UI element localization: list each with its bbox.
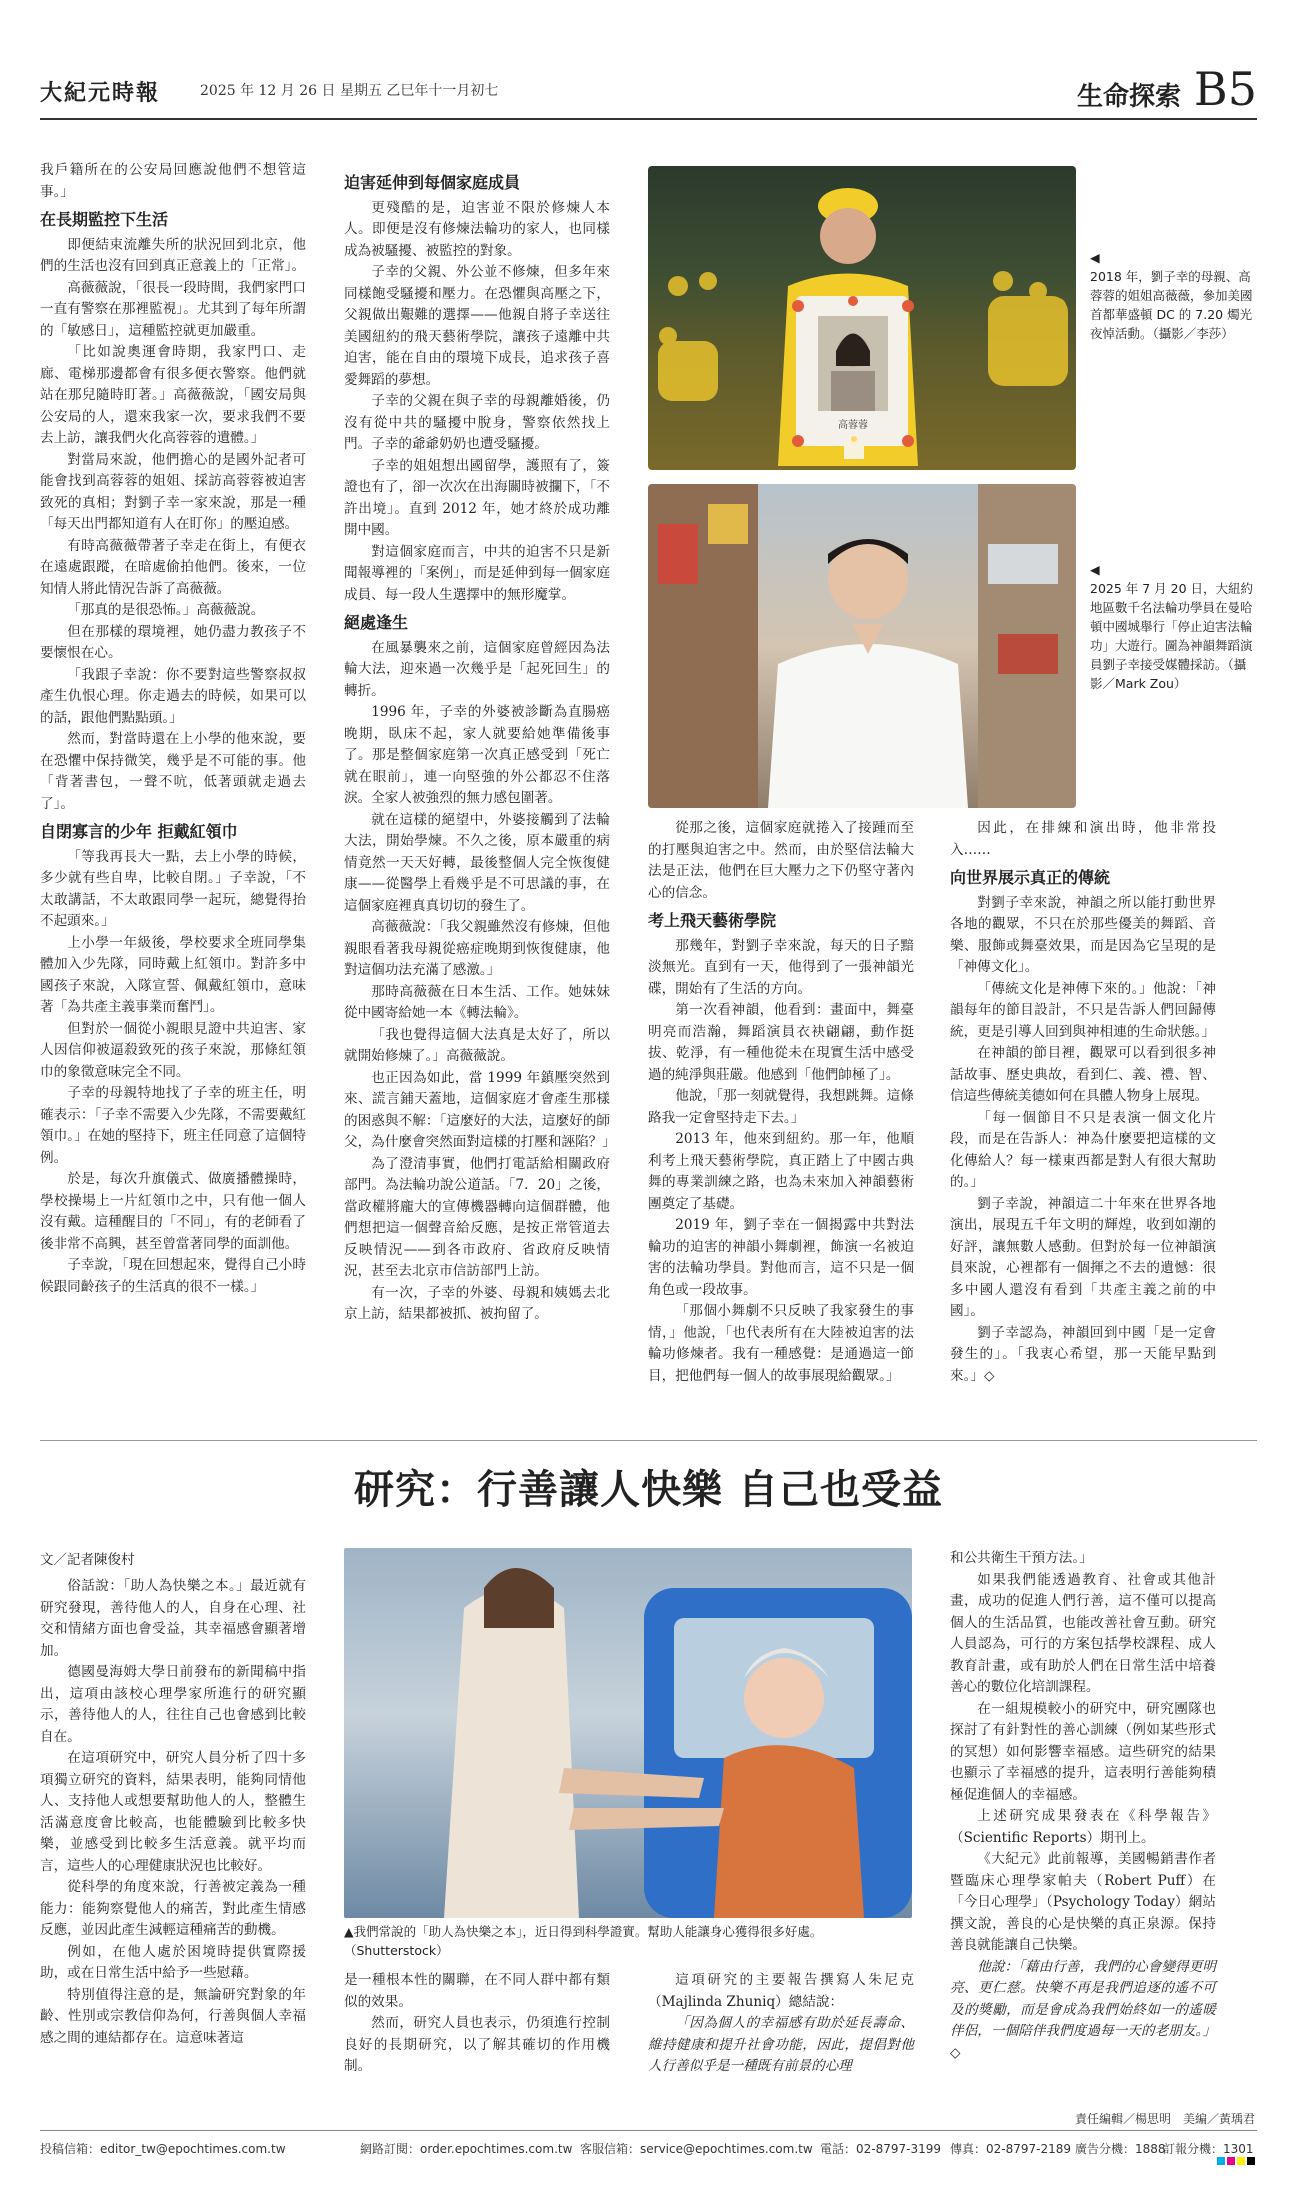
article-column-1 — [40, 160, 306, 1298]
helping-photo — [344, 1548, 912, 1918]
magenta-swatch — [1227, 2157, 1235, 2165]
paragraph: 有時高薇薇帶著子幸走在街上，有便衣在遠處跟蹤，在暗處偷拍他們。後來，一位知情人將此情況告訴了高薇薇。 — [40, 537, 306, 597]
paragraph: 第一次看神韻，他看到：畫面中，舞臺明亮而浩瀚，舞蹈演員衣袂翩翩，動作挺拔、乾淨，有一種他從未在現實生活中感受過的純淨與莊嚴。他感到「他們帥極了」。 — [648, 1002, 914, 1083]
paragraph: 「因為個人的幸福感有助於延長壽命、維持健康和提升社會功能，因此，提倡對他人行善似乎是一種既有前景的心理 — [648, 2015, 914, 2074]
paragraph: 他說：「藉由行善，我們的心會變得更明亮、更仁慈。快樂不再是我們追逐的遙不可及的獎勵，而是會成為我們始終如一的遙暖伴侶，一個陪伴我們度過每一天的老朋友。」◇ — [950, 1958, 1216, 2061]
paragraph: 劉子幸說，神韻這二十年來在世界各地演出，展現五千年文明的輝煌，收到如潮的好評，讓無數人感動。但對於每一位神韻演員來說，心裡都有一個揮之不去的遺憾：很多中國人還沒有看到「共產主義之前的中國」。 — [950, 1195, 1216, 1319]
yellow-swatch — [1237, 2157, 1245, 2165]
article-divider — [40, 1440, 1257, 1441]
paragraph: 2013 年，他來到紐約。那一年，他順利考上飛天藝術學院，真正踏上了中國古典舞的專業訓練之路，也為未來加入神韻藝術團奠定了基礎。 — [648, 1131, 914, 1212]
paragraph: 「傳統文化是神傳下來的。」他說：「神韻每年的節目設計，不只是告訴人們回歸傳統，更是引導人回到與神相連的生命狀態。」 — [950, 980, 1216, 1040]
paragraph: 「等我再長大一點，去上小學的時候，多少就有些自卑，比較自閉。」子幸說，「不太敢講話，不太敢跟同學一起玩，總覺得抬不起頭來。」 — [40, 848, 306, 929]
paragraph: 從那之後，這個家庭就捲入了接踵而至的打壓與迫害之中。然而，由於堅信法輪大法是正法，他們在巨大壓力之下仍堅守著內心的信念。 — [648, 820, 914, 901]
paragraph: 我戶籍所在的公安局回應說他們不想管這事。」 — [40, 162, 306, 200]
portrait-name-label: 高蓉蓉 — [838, 420, 868, 431]
paragraph: 子幸說，「現在回想起來，覺得自己小時候跟同齡孩子的生活真的很不一樣。」 — [40, 1257, 306, 1295]
paragraph: 在神韻的節目裡，觀眾可以看到很多神話故事、歷史典故，看到仁、義、禮、智、信這些傳統美德如何在具體人物身上展現。 — [950, 1045, 1216, 1104]
masthead — [40, 62, 1257, 120]
paragraph: 這項研究的主要報告撰寫人朱尼克（Majlinda Zhuniq）總結說： — [648, 1972, 914, 2010]
article2-column-3 — [648, 1970, 914, 2078]
paragraph: 劉子幸認為，神韻回到中國「是一定會發生的」。「我衷心希望，那一天能早點到來。」◇ — [950, 1324, 1216, 1384]
paragraph: 2019 年，劉子幸在一個揭露中共對法輪功的迫害的神韻小舞劇裡，飾演一名被迫害的法輪功學員。對他而言，這不只是一個角色或一段故事。 — [648, 1217, 914, 1298]
paragraph: 也正因為如此，當 1999 年鎮壓突然到來、謊言鋪天蓋地，這個家庭才會產生那樣的困惑與不解：「這麼好的大法，這麼好的師父，為什麼會突然面對這樣的打壓和誣陷？」 — [344, 1069, 616, 1150]
paragraph: 例如，在他人處於困境時提供實際援助，或在日常生活中給予一些慰藉。 — [40, 1943, 306, 1981]
helping-photo-illustration — [344, 1548, 912, 1918]
article-column-4 — [950, 818, 1216, 1387]
footer-submit-email: 投稿信箱：editor_tw@epochtimes.com.tw — [40, 2142, 286, 2156]
paragraph: 高薇薇說，「很長一段時間，我們家門口一直有警察在那裡監視」。尤其到了每年所謂的「敏感日」，這種監控就更加嚴重。 — [40, 279, 306, 339]
paragraph: 對當局來說，他們擔心的是國外記者可能會找到高蓉蓉的姐姐、採訪高蓉蓉被迫害致死的真相；對劉子幸一家來說，那是一種「每天出門都知道有人在盯你」的壓迫感。 — [40, 451, 306, 532]
vigil-photo-caption: ◀ 2018 年，劉子幸的母親、高蓉蓉的姐姐高薇薇，參加美國首都華盛頓 DC 的 7.20 燭光夜悼活動。（攝影／李莎） — [1090, 250, 1253, 341]
interview-photo — [648, 484, 1076, 808]
paragraph: 他說，「那一刻就覺得，我想跳舞。這條路我一定會堅持走下去。」 — [648, 1088, 914, 1126]
vigil-photo-illustration — [648, 166, 1076, 470]
paragraph: 俗話說：「助人為快樂之本。」最近就有研究發現，善待他人的人，自身在心理、社交和情緒方面也會受益，其幸福感會顯著增加。 — [40, 1578, 306, 1659]
paragraph: 然而，對當時還在上小學的他來說，要在恐懼中保持微笑，幾乎是不可能的事。他「背著書包，一聲不吭，低著頭就走過去了」。 — [40, 731, 306, 812]
paragraph: 1996 年，子幸的外婆被診斷為直腸癌晚期，臥床不起，家人就要給她準備後事了。那是整個家庭第一次真正感受到「死亡就在眼前」，連一向堅強的外公都忍不住落淚。全家人被強烈的無力感包圍著。 — [344, 704, 610, 806]
paragraph: 上小學一年級後，學校要求全班同學集體加入少先隊，同時戴上紅領巾。對許多中國孩子來說，入隊宣誓、佩戴紅領巾，意味著「為共產主義事業而奮鬥」。 — [40, 934, 306, 1015]
footer-phone: 電話：02-8797-3199 — [820, 2142, 942, 2156]
color-registration-marks — [1215, 2150, 1255, 2169]
subheading: 自閉寡言的少年 拒戴紅領巾 — [40, 822, 238, 841]
paragraph: 是一種根本性的關聯，在不同人群中都有類似的效果。 — [344, 1972, 610, 2010]
paragraph: 即便結束流離失所的狀況回到北京，他們的生活也沒有回到真正意義上的「正常」。 — [40, 236, 306, 274]
footer-fax: 傳真：02-8797-2189 — [950, 2142, 1072, 2156]
paragraph: 高薇薇說：「我父親雖然沒有修煉，但他親眼看著我母親從癌症晚期到恢復健康，他對這個功法充滿了感激。」 — [344, 919, 610, 978]
paragraph: 然而，研究人員也表示，仍須進行控制良好的長期研究，以了解其確切的作用機制。 — [344, 2015, 610, 2074]
paragraph: 從科學的角度來說，行善被定義為一種能力：能夠察覺他人的痛苦，對此產生情感反應，並因此產生減輕這種痛苦的動機。 — [40, 1879, 306, 1938]
paragraph: 子幸的父親在與子幸的母親離婚後，仍沒有從中共的騷擾中脫身，警察依然找上門。子幸的爺爺奶奶也遭受騷擾。 — [344, 393, 610, 452]
paragraph: 和公共衛生干預方法。」 — [950, 1550, 1093, 1566]
paragraph: 「那個小舞劇不只反映了我家發生的事情，」他說，「也代表所有在大陸被迫害的法輪功修煉者。我有一種感覺：是通過這一節目，把他們每一個人的故事展現給觀眾。」 — [648, 1303, 914, 1384]
paragraph: 上述研究成果發表在《科學報告》（Scientific Reports）期刊上。 — [950, 1808, 1216, 1846]
paragraph: 那幾年，對劉子幸來說，每天的日子黯淡無光。直到有一天，他得到了一張神韻光碟，開始有了生活的方向。 — [648, 937, 914, 997]
article-column-2 — [344, 166, 616, 1326]
subheading: 絕處逢生 — [344, 613, 409, 632]
interview-photo-caption: ◀ 2025 年 7 月 20 日，大紐約地區數千名法輪功學員在曼哈頓中國城舉行「停止迫害法輪功」大遊行。圖為神韻舞蹈演員劉子幸接受媒體採訪。（攝影／Mark Zou） — [1090, 562, 1254, 691]
paragraph: 「我跟子幸說：你不要對這些警察叔叔產生仇恨心理。你走過去的時候，如果可以的話，跟他們點點頭。」 — [40, 666, 306, 726]
newspaper-logo: 大紀元時報 — [40, 80, 161, 106]
paragraph: 「那真的是很恐怖。」高薇薇說。 — [67, 602, 265, 618]
article-column-3 — [648, 818, 914, 1387]
paragraph: 子幸的姐姐想出國留學，護照有了，簽證也有了，卻一次次在出海關時被攔下，「不許出境」。直到 2012 年，她才終於成功離開中國。 — [344, 457, 610, 538]
paragraph: 那時高薇薇在日本生活、工作。她妹妹從中國寄給她一本《轉法輪》。 — [344, 983, 610, 1021]
footer-rule — [40, 2130, 1257, 2131]
subheading: 迫害延伸到每個家庭成員 — [344, 173, 521, 192]
article2-column-1 — [40, 1576, 306, 2049]
paragraph: 子幸的父親、外公並不修煉，但多年來同樣飽受騷擾和壓力。在恐懼與高壓之下，父親做出艱難的選擇——他親自將子幸送往美國紐約的飛天藝術學院，讓孩子遠離中共迫害，能在自由的環境下成長，追求孩子喜愛舞蹈的夢想。 — [344, 264, 610, 388]
paragraph: 對劉子幸來說，神韻之所以能打動世界各地的觀眾，不只在於那些優美的舞蹈、音樂、服飾或舞臺效果，而是因為它呈現的是「神傳文化」。 — [950, 894, 1216, 975]
byline: 文／記者陳俊村 — [40, 1552, 135, 1568]
paragraph: 就在這樣的絕望中，外婆接觸到了法輪大法，開始學煉。不久之後，原本嚴重的病情竟然一天天好轉，最後整個人完全恢復健康——從醫學上看幾乎是不可思議的事，在這個家庭裡真真切切的發生了。 — [344, 811, 610, 914]
paragraph: 為了澄清事實，他們打電話給相關政府部門。為法輪功說公道話。「7．20」之後，當政權將龐大的宣傳機器轉向這個群體，他們想把這一個聲音給反應，是按正常管道去反映情況——到各市政府、省政府反映情況，甚至去北京市信訪部門上訪。 — [344, 1155, 610, 1279]
paragraph: 因此，在排練和演出時，他非常投入…… — [950, 820, 1216, 858]
helping-photo-caption: ▲我們常說的「助人為快樂之本」，近日得到科學證實。幫助人能讓身心獲得很多好處。（Shutterstock） — [344, 1924, 823, 1958]
article-headline: 研究：行善讓人快樂 自己也受益 — [354, 1467, 943, 1513]
subheading: 向世界展示真正的傳統 — [950, 868, 1111, 887]
black-swatch — [1247, 2157, 1255, 2165]
paragraph: 但在那樣的環境裡，她仍盡力教孩子不要懷恨在心。 — [40, 623, 306, 661]
paragraph: 在風暴襲來之前，這個家庭曾經因為法輪大法，迎來過一次幾乎是「起死回生」的轉折。 — [344, 639, 610, 699]
editor-credits: 責任編輯／楊思明 美編／黃瑀君 — [1074, 2112, 1255, 2126]
subheading: 考上飛天藝術學院 — [648, 911, 777, 930]
paragraph: 但對於一個從小親眼見證中共迫害、家人因信仰被逼殺致死的孩子來說，那條紅領巾的象徵意味完全不同。 — [40, 1020, 306, 1080]
article2-column-2 — [344, 1970, 610, 2078]
paragraph: 對這個家庭而言，中共的迫害不只是新聞報導裡的「案例」，而是延伸到每一個家庭成員、每一段人生選擇中的無形魔掌。 — [344, 543, 610, 603]
paragraph: 「比如說奧運會時期，我家門口、走廊、電梯那邊都會有很多便衣警察。他們就站在那兒隨時盯著。」高薇薇說，「國安局與公安局的人，還來我家一次，要求我們不要去上訪，讓我們火化高蓉蓉的遺體。」 — [40, 344, 306, 446]
interview-photo-illustration — [648, 484, 1076, 808]
vigil-photo — [648, 166, 1076, 470]
cyan-swatch — [1217, 2157, 1225, 2165]
paragraph: 子幸的母親特地找了子幸的班主任，明確表示：「子幸不需要入少先隊，不需要戴紅領巾。」在她的堅持下，班主任同意了這個特例。 — [40, 1085, 306, 1166]
page-number: B5 — [1193, 62, 1257, 116]
paragraph: 如果我們能透過教育、社會或其他計畫，成功的促進人們行善，這不僅可以提高個人的生活品質，也能改善社會互動。研究人員認為，可行的方案包括學校課程、成人教育計畫，或有助於人們在日常生活中培養善心的數位化培訓課程。 — [950, 1571, 1216, 1695]
footer-order-url: 網路訂閱：order.epochtimes.com.tw — [360, 2142, 573, 2156]
paragraph: 有一次，子幸的外婆、母親和姨媽去北京上訪，結果都被抓、被拘留了。 — [344, 1284, 610, 1322]
paragraph: 更殘酷的是，迫害並不限於修煉人本人。即便是沒有修煉法輪功的家人，也同樣成為被騷擾、被監控的對象。 — [344, 199, 610, 259]
paragraph: 德國曼海姆大學日前發布的新聞稿中指出，這項由該校心理學家所進行的研究顯示，善待他人的人，往往自己也會感到比較自在。 — [40, 1664, 306, 1745]
paragraph: 《大紀元》此前報導，美國暢銷書作者暨臨床心理學家帕夫（Robert Puff）在「今日心理學」（Psychology Today）網站撰文說，善良的心是快樂的真正泉源。保持善良就能讓自己快樂。 — [950, 1851, 1216, 1953]
footer-ad-ext: 廣告分機：1888 — [1075, 2142, 1166, 2156]
dateline: 2025 年 12 月 26 日 星期五 乙巳年十一月初七 — [200, 83, 499, 99]
paragraph: 「每一個節目不只是表演一個文化片段，而是在告訴人：神為什麼要把這樣的文化傳給人？每一樣東西都是對人有很大幫助的。」 — [950, 1109, 1216, 1190]
footer-sub-ext: 訂報分機：1301 — [1163, 2142, 1254, 2156]
section-title: 生命探索 — [1076, 82, 1181, 112]
article2-column-4 — [950, 1548, 1216, 2064]
paragraph: 在一組規模較小的研究中，研究團隊也探討了有針對性的善心訓練（例如某些形式的冥想）如何影響幸福感。這些研究的結果也顯示了幸福感的提升，這表明行善能夠積極促進個人的幸福感。 — [950, 1700, 1216, 1803]
paragraph: 於是，每次升旗儀式、做廣播體操時，學校操場上一片紅領巾之中，只有他一個人沒有戴。這種醒目的「不同」，有的老師看了後非常不高興，甚至曾當著同學的面訓他。 — [40, 1171, 306, 1252]
paragraph: 特別值得注意的是，無論研究對象的年齡、性別或宗教信仰為何，行善與個人幸福感之間的連結都存在。這意味著這 — [40, 1986, 306, 2046]
paragraph: 「我也覺得這個大法真是太好了，所以就開始修煉了。」高薇薇說。 — [344, 1026, 610, 1064]
footer-service-email: 客服信箱：service@epochtimes.com.tw — [580, 2142, 813, 2156]
paragraph: 在這項研究中，研究人員分析了四十多項獨立研究的資料，結果表明，能夠同情他人、支持他人或想要幫助他人的人，整體生活滿意度會比較高，也能體驗到比較多快樂，並感受到比較多生活意義。就平均而言，這些人的心理健康狀況也比較好。 — [40, 1750, 306, 1874]
subheading: 在長期監控下生活 — [40, 210, 169, 229]
